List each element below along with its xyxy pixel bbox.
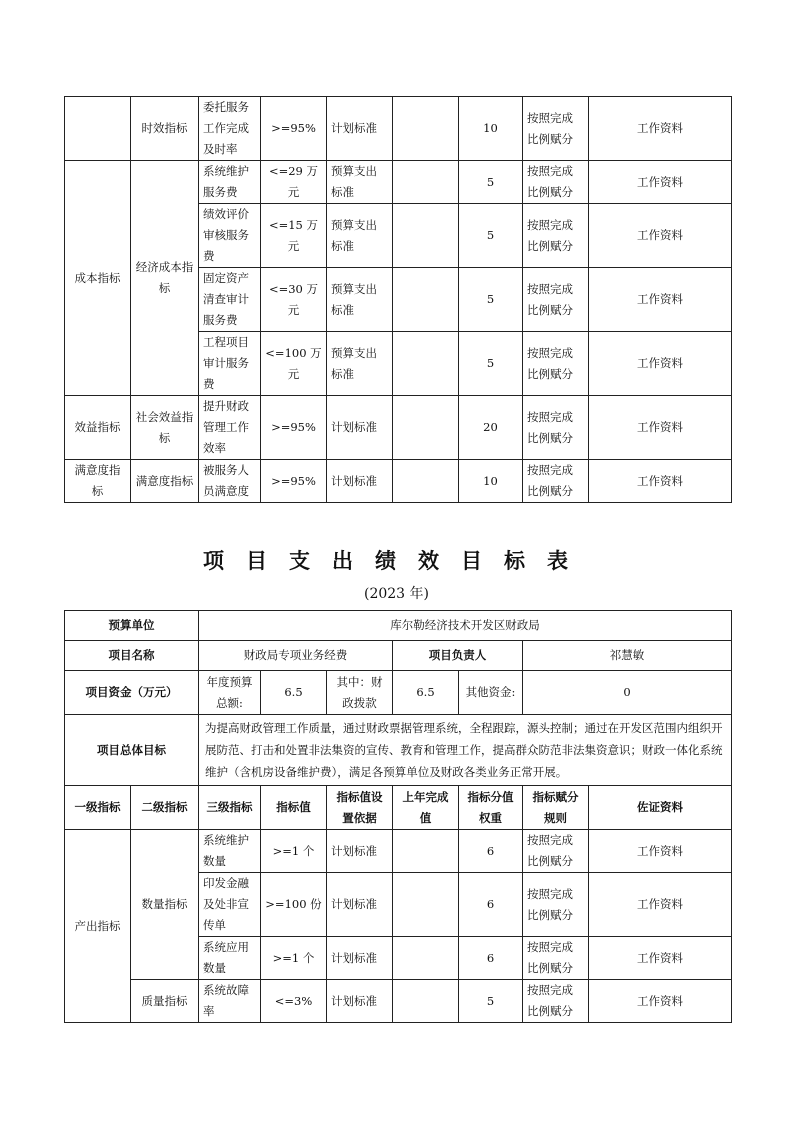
header-last-year: 上年完成值 <box>393 786 459 830</box>
rule-cell: 按照完成比例赋分 <box>523 937 589 980</box>
other-funds-label: 其他资金: <box>459 671 523 715</box>
rule-cell: 按照完成比例赋分 <box>523 396 589 460</box>
evidence-cell: 工作资料 <box>589 332 732 396</box>
page-subtitle-year: (2023 年) <box>363 586 429 602</box>
header-evidence: 佐证资料 <box>589 786 732 830</box>
weight-cell: 6 <box>459 830 523 873</box>
level2-cell: 时效指标 <box>131 97 199 161</box>
rule-cell: 按照完成比例赋分 <box>523 830 589 873</box>
weight-cell: 5 <box>459 332 523 396</box>
basis-cell: 预算支出标准 <box>327 161 393 204</box>
level2-cell: 数量指标 <box>131 830 199 980</box>
last-year-cell <box>393 161 459 204</box>
level3-cell: 系统维护数量 <box>199 830 261 873</box>
header-weight: 指标分值权重 <box>459 786 523 830</box>
last-year-cell <box>393 873 459 937</box>
rule-cell: 按照完成比例赋分 <box>523 161 589 204</box>
table-row <box>65 830 732 873</box>
header-level3: 三级指标 <box>199 786 261 830</box>
performance-target-table <box>64 610 732 1023</box>
table-row <box>65 97 732 161</box>
header-level2: 二级指标 <box>131 786 199 830</box>
level3-cell: 委托服务工作完成及时率 <box>199 97 261 161</box>
value-cell: <=29 万元 <box>261 161 327 204</box>
table-row <box>65 161 732 204</box>
table-row <box>65 641 732 671</box>
header-level1: 一级指标 <box>65 786 131 830</box>
basis-cell: 计划标准 <box>327 980 393 1023</box>
value-cell: <=3% <box>261 980 327 1023</box>
weight-cell: 10 <box>459 97 523 161</box>
table-row <box>65 460 732 503</box>
basis-cell: 计划标准 <box>327 830 393 873</box>
rule-cell: 按照完成比例赋分 <box>523 97 589 161</box>
level1-cell: 产出指标 <box>65 830 131 1023</box>
level3-cell: 工程项目审计服务费 <box>199 332 261 396</box>
fiscal-allocation-label: 其中：财政拨款 <box>327 671 393 715</box>
rule-cell: 按照完成比例赋分 <box>523 980 589 1023</box>
project-name-label: 项目名称 <box>65 641 199 671</box>
header-value: 指标值 <box>261 786 327 830</box>
value-cell: <=15 万元 <box>261 204 327 268</box>
rule-cell: 按照完成比例赋分 <box>523 460 589 503</box>
annual-budget-value: 6.5 <box>261 671 327 715</box>
evidence-cell: 工作资料 <box>589 396 732 460</box>
overall-goal-text: 为提高财政管理工作质量，通过财政票据管理系统，全程跟踪，源头控制；通过在开发区范围内组织开展防范、打击和处置非法集资的宣传、教育和管理工作，提高群众防范非法集资意识；财政一体化系统维护（含机房设备维护费），满足各预算单位及财政各类业务正常开展。 <box>199 715 732 786</box>
last-year-cell <box>393 396 459 460</box>
level3-cell: 系统维护服务费 <box>199 161 261 204</box>
last-year-cell <box>393 332 459 396</box>
level3-cell: 系统应用数量 <box>199 937 261 980</box>
fiscal-allocation-value: 6.5 <box>393 671 459 715</box>
table-row <box>65 715 732 786</box>
value-cell: <=30 万元 <box>261 268 327 332</box>
header-rule: 指标赋分规则 <box>523 786 589 830</box>
level2-cell: 质量指标 <box>131 980 199 1023</box>
evidence-cell: 工作资料 <box>589 873 732 937</box>
evidence-cell: 工作资料 <box>589 937 732 980</box>
basis-cell: 计划标准 <box>327 97 393 161</box>
level2-cell: 经济成本指标 <box>131 161 199 396</box>
other-funds-value: 0 <box>523 671 732 715</box>
level3-cell: 绩效评价审核服务费 <box>199 204 261 268</box>
annual-budget-label: 年度预算总额: <box>199 671 261 715</box>
weight-cell: 20 <box>459 396 523 460</box>
project-funds-label: 项目资金（万元） <box>65 671 199 715</box>
budget-unit-value: 库尔勒经济技术开发区财政局 <box>199 611 732 641</box>
weight-cell: 5 <box>459 204 523 268</box>
basis-cell: 计划标准 <box>327 937 393 980</box>
rule-cell: 按照完成比例赋分 <box>523 204 589 268</box>
weight-cell: 6 <box>459 937 523 980</box>
basis-cell: 计划标准 <box>327 873 393 937</box>
level1-cell: 满意度指标 <box>65 460 131 503</box>
budget-unit-label: 预算单位 <box>65 611 199 641</box>
value-cell: >=95% <box>261 97 327 161</box>
level3-cell: 固定资产清查审计服务费 <box>199 268 261 332</box>
basis-cell: 预算支出标准 <box>327 268 393 332</box>
weight-cell: 5 <box>459 161 523 204</box>
project-owner-label: 项目负责人 <box>393 641 523 671</box>
value-cell: <=100 万元 <box>261 332 327 396</box>
evidence-cell: 工作资料 <box>589 268 732 332</box>
performance-table-continued <box>64 96 732 503</box>
last-year-cell <box>393 980 459 1023</box>
level1-cell <box>65 97 131 161</box>
project-name-value: 财政局专项业务经费 <box>199 641 393 671</box>
value-cell: >=100 份 <box>261 873 327 937</box>
level1-cell: 效益指标 <box>65 396 131 460</box>
weight-cell: 6 <box>459 873 523 937</box>
level1-cell: 成本指标 <box>65 161 131 396</box>
weight-cell: 5 <box>459 268 523 332</box>
basis-cell: 预算支出标准 <box>327 204 393 268</box>
table-row <box>65 396 732 460</box>
overall-goal-label: 项目总体目标 <box>65 715 199 786</box>
rule-cell: 按照完成比例赋分 <box>523 873 589 937</box>
table-row <box>65 671 732 715</box>
level3-cell: 系统故障率 <box>199 980 261 1023</box>
value-cell: >=95% <box>261 460 327 503</box>
value-cell: >=1 个 <box>261 830 327 873</box>
level2-cell: 满意度指标 <box>131 460 199 503</box>
last-year-cell <box>393 460 459 503</box>
level3-cell: 提升财政管理工作效率 <box>199 396 261 460</box>
table-header-row <box>65 786 732 830</box>
last-year-cell <box>393 937 459 980</box>
project-owner-value: 祁慧敏 <box>523 641 732 671</box>
value-cell: >=1 个 <box>261 937 327 980</box>
level3-cell: 被服务人员满意度 <box>199 460 261 503</box>
evidence-cell: 工作资料 <box>589 161 732 204</box>
last-year-cell <box>393 97 459 161</box>
last-year-cell <box>393 268 459 332</box>
evidence-cell: 工作资料 <box>589 97 732 161</box>
basis-cell: 计划标准 <box>327 396 393 460</box>
last-year-cell <box>393 204 459 268</box>
table-row <box>65 611 732 641</box>
evidence-cell: 工作资料 <box>589 980 732 1023</box>
level3-cell: 印发金融及处非宣传单 <box>199 873 261 937</box>
value-cell: >=95% <box>261 396 327 460</box>
weight-cell: 10 <box>459 460 523 503</box>
weight-cell: 5 <box>459 980 523 1023</box>
basis-cell: 计划标准 <box>327 460 393 503</box>
evidence-cell: 工作资料 <box>589 830 732 873</box>
basis-cell: 预算支出标准 <box>327 332 393 396</box>
header-basis: 指标值设置依据 <box>327 786 393 830</box>
page-title: 项目支出绩效目标表 <box>203 549 590 573</box>
evidence-cell: 工作资料 <box>589 204 732 268</box>
level2-cell: 社会效益指标 <box>131 396 199 460</box>
rule-cell: 按照完成比例赋分 <box>523 268 589 332</box>
table-row <box>65 980 732 1023</box>
last-year-cell <box>393 830 459 873</box>
evidence-cell: 工作资料 <box>589 460 732 503</box>
rule-cell: 按照完成比例赋分 <box>523 332 589 396</box>
